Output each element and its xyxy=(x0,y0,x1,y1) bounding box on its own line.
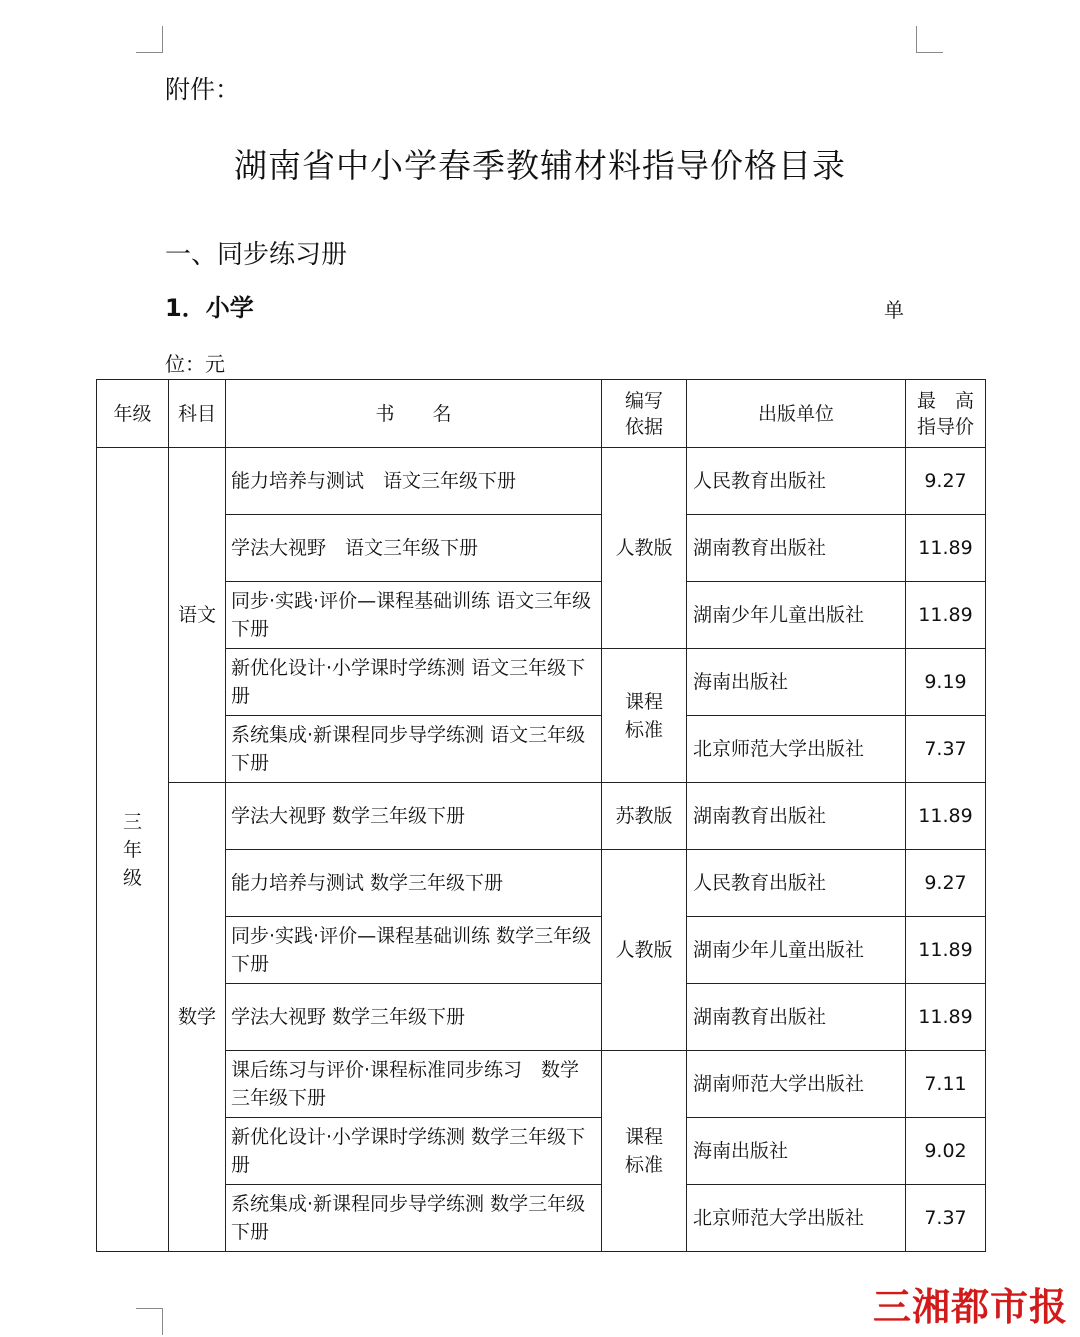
column-header-price-line2: 指导价 xyxy=(916,415,974,438)
table-row xyxy=(97,1185,986,1252)
book-name-cell: 学法大视野 数学三年级下册 xyxy=(226,984,602,1051)
document-title: 湖南省中小学春季教辅材料指导价格目录 xyxy=(234,146,846,185)
unit-label-part1: 单 xyxy=(884,298,904,322)
table-row xyxy=(97,1118,986,1185)
book-name-cell: 同步·实践·评价—课程基础训练 数学三年级下册 xyxy=(226,917,602,984)
grade-char-1: 三 xyxy=(122,810,142,833)
table-row xyxy=(97,783,986,850)
publisher-cell: 人民教育出版社 xyxy=(687,850,906,917)
price-cell: 9.27 xyxy=(906,850,986,917)
table-header-row xyxy=(97,380,986,448)
basis-line-1: 课程 xyxy=(624,1126,663,1148)
grade-char-3: 级 xyxy=(122,866,142,889)
price-cell: 11.89 xyxy=(906,917,986,984)
price-cell: 9.02 xyxy=(906,1118,986,1185)
column-header-book-name: 书 名 xyxy=(226,380,602,448)
subject-cell-chinese: 语文 xyxy=(169,448,226,783)
price-cell: 11.89 xyxy=(906,582,986,649)
basis-cell: 人教版 xyxy=(602,850,687,1051)
book-name-cell: 新优化设计·小学课时学练测 数学三年级下册 xyxy=(226,1118,602,1185)
publisher-cell: 湖南教育出版社 xyxy=(687,984,906,1051)
column-header-publisher: 出版单位 xyxy=(687,380,906,448)
crop-mark-top-left xyxy=(136,26,163,53)
book-name-cell: 同步·实践·评价—课程基础训练 语文三年级下册 xyxy=(226,582,602,649)
column-header-basis xyxy=(602,380,687,448)
basis-cell: 苏教版 xyxy=(602,783,687,850)
book-name-cell: 学法大视野 语文三年级下册 xyxy=(226,515,602,582)
table-row xyxy=(97,582,986,649)
publisher-cell: 北京师范大学出版社 xyxy=(687,716,906,783)
price-cell: 11.89 xyxy=(906,783,986,850)
price-cell: 9.27 xyxy=(906,448,986,515)
table-row xyxy=(97,917,986,984)
book-name-cell: 学法大视野 数学三年级下册 xyxy=(226,783,602,850)
price-cell: 11.89 xyxy=(906,515,986,582)
subsection-heading: 1．小学 xyxy=(165,294,254,322)
publisher-cell: 湖南少年儿童出版社 xyxy=(687,582,906,649)
book-name-cell: 课后练习与评价·课程标准同步练习 数学三年级下册 xyxy=(226,1051,602,1118)
book-name-cell: 系统集成·新课程同步导学练测 数学三年级下册 xyxy=(226,1185,602,1252)
column-header-price xyxy=(906,380,986,448)
column-header-subject: 科目 xyxy=(169,380,226,448)
basis-cell xyxy=(602,649,687,783)
column-header-basis-line1: 编写 xyxy=(624,389,663,412)
table-row xyxy=(97,716,986,783)
attachment-label: 附件： xyxy=(165,75,241,104)
book-name-cell: 新优化设计·小学课时学练测 语文三年级下册 xyxy=(226,649,602,716)
table-row xyxy=(97,515,986,582)
book-name-cell: 系统集成·新课程同步导学练测 语文三年级下册 xyxy=(226,716,602,783)
publisher-cell: 海南出版社 xyxy=(687,649,906,716)
table-row xyxy=(97,984,986,1051)
price-cell: 7.11 xyxy=(906,1051,986,1118)
price-cell: 11.89 xyxy=(906,984,986,1051)
basis-line-2: 标准 xyxy=(624,1154,663,1176)
price-cell: 7.37 xyxy=(906,716,986,783)
table-row xyxy=(97,1051,986,1118)
table-row xyxy=(97,649,986,716)
basis-line-1: 课程 xyxy=(624,690,663,713)
book-name-cell: 能力培养与测试 语文三年级下册 xyxy=(226,448,602,515)
basis-line-2: 标准 xyxy=(624,718,663,741)
basis-cell xyxy=(602,1051,687,1252)
grade-char-2: 年 xyxy=(122,838,142,861)
publisher-cell: 湖南教育出版社 xyxy=(687,783,906,850)
publisher-cell: 海南出版社 xyxy=(687,1118,906,1185)
grade-cell xyxy=(97,448,169,1252)
newspaper-logo-watermark: 三湘都市报 xyxy=(872,1285,1068,1329)
crop-mark-top-right xyxy=(916,26,943,53)
publisher-cell: 湖南师范大学出版社 xyxy=(687,1051,906,1118)
book-name-cell: 能力培养与测试 数学三年级下册 xyxy=(226,850,602,917)
publisher-cell: 北京师范大学出版社 xyxy=(687,1185,906,1252)
price-catalog-table xyxy=(96,379,986,1252)
column-header-price-line1: 最 高 xyxy=(916,389,974,412)
publisher-cell: 人民教育出版社 xyxy=(687,448,906,515)
price-cell: 7.37 xyxy=(906,1185,986,1252)
subject-cell-math: 数学 xyxy=(169,783,226,1252)
section-heading: 一、同步练习册 xyxy=(165,240,348,270)
publisher-cell: 湖南少年儿童出版社 xyxy=(687,917,906,984)
basis-cell: 人教版 xyxy=(602,448,687,649)
publisher-cell: 湖南教育出版社 xyxy=(687,515,906,582)
unit-label-part2: 位：元 xyxy=(165,352,225,376)
column-header-basis-line2: 依据 xyxy=(624,415,663,438)
table-row xyxy=(97,448,986,515)
table-row xyxy=(97,850,986,917)
column-header-grade: 年级 xyxy=(97,380,169,448)
crop-mark-bottom-left xyxy=(136,1308,163,1335)
price-cell: 9.19 xyxy=(906,649,986,716)
